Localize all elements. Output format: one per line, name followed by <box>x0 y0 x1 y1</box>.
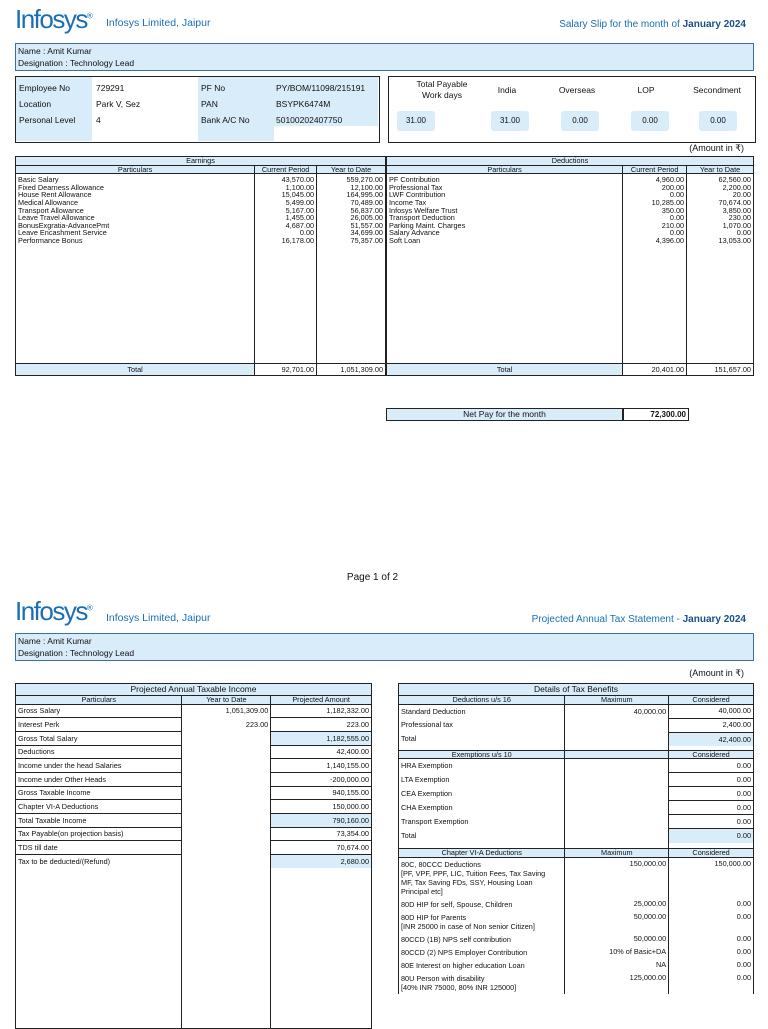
income-ytd: 223.00 <box>182 718 271 732</box>
workdays-overseas-value: 0.00 <box>561 111 599 131</box>
value-pf-no: PY/BOM/11098/215191 <box>276 83 366 93</box>
sec10-row <box>399 801 754 815</box>
income-ytd <box>182 855 271 869</box>
earning-ytd: 164,995.00 <box>317 191 386 199</box>
earning-filler-cell <box>16 245 255 364</box>
earning-ytd: 559,270.00 <box>317 174 386 184</box>
via-row <box>399 857 754 898</box>
deduction-current: 0.00 <box>623 191 687 199</box>
earning-current: 1,100.00 <box>255 184 317 192</box>
income-name: Tax Payable(on projection basis) <box>16 827 182 841</box>
earning-ytd: 26,005.00 <box>317 214 386 222</box>
deduction-name: Soft Loan <box>387 237 623 245</box>
workdays-header-overseas: Overseas <box>558 85 596 95</box>
via-max: 50,000.00 <box>565 933 669 946</box>
earning-name: BonusExgratia-AdvancePmt <box>16 222 255 230</box>
income-row <box>16 745 372 759</box>
income-row <box>16 718 372 732</box>
deductions-col-ytd: Year to Date <box>687 165 754 174</box>
earning-name: House Rent Allowance <box>16 191 255 199</box>
deductions-total-label: Total <box>387 364 623 376</box>
income-projected: 42,400.00 <box>271 745 372 759</box>
via-max: 150,000.00 <box>565 857 669 898</box>
sec16-considered: 42,400.00 <box>669 732 754 746</box>
earning-current: 15,045.00 <box>255 191 317 199</box>
sec16-name: Total <box>399 732 565 746</box>
sec16-row <box>399 718 754 732</box>
sec10-empty <box>565 815 669 829</box>
earning-ytd: 12,100.00 <box>317 184 386 192</box>
page-number: Page 1 of 2 <box>346 572 399 583</box>
income-ytd <box>182 731 271 745</box>
sec10-row <box>399 759 754 773</box>
employee-designation: Designation : Technology Lead <box>18 58 135 68</box>
sec10-considered: 0.00 <box>669 815 754 829</box>
via-name-line: MF, Tax Saving FDs, SSY, Housing Loan <box>401 877 533 887</box>
income-projected: 1,182,555.00 <box>271 731 372 745</box>
income-ytd <box>182 745 271 759</box>
deductions-title: Deductions <box>387 157 754 166</box>
deduction-ytd: 2,200.00 <box>687 184 754 192</box>
earning-ytd: 56,837.00 <box>317 207 386 215</box>
workdays-total-value: 31.00 <box>397 111 435 131</box>
sec10-col-max <box>565 750 669 759</box>
earning-current: 16,178.00 <box>255 237 317 245</box>
deduction-ytd: 1,070.00 <box>687 222 754 230</box>
income-row <box>16 841 372 855</box>
income-row <box>16 731 372 745</box>
via-name-line: 80E Interest on higher education Loan <box>401 960 525 970</box>
value-employee-no: 729291 <box>96 83 125 93</box>
sec16-considered: 40,000.00 <box>669 704 754 718</box>
workdays-header-secondment: Secondment <box>693 85 741 95</box>
via-max: 10% of Basic+DA <box>565 946 669 959</box>
sec10-col-name: Exemptions u/s 10 <box>399 750 565 759</box>
company-name: Infosys Limited, Jaipur <box>106 17 211 29</box>
income-col-ytd: Year to Date <box>182 696 271 705</box>
employee-name-box <box>15 43 754 71</box>
sec16-max: 40,000.00 <box>565 704 669 718</box>
label-location: Location <box>19 99 52 109</box>
earnings-col-ytd: Year to Date <box>317 165 386 174</box>
employee-name: Name : Amit Kumar <box>18 46 92 56</box>
income-ytd <box>182 786 271 800</box>
income-row <box>16 800 372 814</box>
earnings-title: Earnings <box>16 157 386 166</box>
tax-benefits-table <box>398 683 754 994</box>
income-projected: 1,140,155.00 <box>271 759 372 773</box>
earning-filler-cell <box>317 245 386 364</box>
income-name: Gross Taxable Income <box>16 786 182 800</box>
earning-name: Transport Allowance <box>16 207 255 215</box>
label-pan: PAN <box>201 99 218 109</box>
deduction-name: Transport Deduction <box>387 214 623 222</box>
via-name-line: 80D HIP for Parents <box>401 912 467 922</box>
sec16-col-max: Maximum <box>565 696 669 705</box>
via-name <box>399 972 565 994</box>
sec10-row <box>399 829 754 843</box>
deduction-filler-cell <box>623 245 687 364</box>
workdays-header-lop: LOP <box>637 85 655 95</box>
via-row <box>399 972 754 994</box>
via-col-name: Chapter VI-A Deductions <box>399 849 565 858</box>
sec10-name: HRA Exemption <box>399 759 565 773</box>
deduction-current: 350.00 <box>623 207 687 215</box>
sec16-row <box>399 732 754 746</box>
deduction-current: 4,396.00 <box>623 237 687 245</box>
deductions-total-current: 20,401.00 <box>623 364 687 376</box>
via-max: 50,000.00 <box>565 911 669 933</box>
employee-info-box <box>15 76 380 143</box>
income-projected: 790,160.00 <box>271 814 372 828</box>
income-col-projected: Projected Amount <box>271 696 372 705</box>
via-considered: 150,000.00 <box>669 857 754 898</box>
income-projected: 940,155.00 <box>271 786 372 800</box>
earnings-total-label: Total <box>16 364 255 376</box>
income-row <box>16 814 372 828</box>
earning-row <box>16 237 386 245</box>
earning-ytd: 34,699.00 <box>317 229 386 237</box>
income-projected: -200,000.00 <box>271 773 372 787</box>
via-row <box>399 898 754 911</box>
earning-name: Fixed Dearness Allowance <box>16 184 255 192</box>
deduction-current: 210.00 <box>623 222 687 230</box>
employee-name-page2: Name : Amit Kumar <box>18 636 92 646</box>
earning-current: 4,687.00 <box>255 222 317 230</box>
via-name <box>399 857 565 898</box>
income-ytd <box>182 800 271 814</box>
deduction-name: PF Contribution <box>387 174 623 184</box>
income-name: Income under Other Heads <box>16 773 182 787</box>
deduction-row <box>387 222 754 230</box>
earning-ytd: 75,357.00 <box>317 237 386 245</box>
earning-current: 5,167.00 <box>255 207 317 215</box>
sec10-considered: 0.00 <box>669 787 754 801</box>
via-name-line: 80CCD (1B) NPS self contribution <box>401 934 511 944</box>
sec10-name: Transport Exemption <box>399 815 565 829</box>
tax-statement-title: Projected Annual Tax Statement - January 2024 <box>531 614 746 625</box>
sec10-name: Total <box>399 829 565 843</box>
deduction-name: Parking Maint. Charges <box>387 222 623 230</box>
via-considered: 0.00 <box>669 946 754 959</box>
deduction-name: Infosys Welfare Trust <box>387 207 623 215</box>
income-projected: 150,000.00 <box>271 800 372 814</box>
deduction-current: 200.00 <box>623 184 687 192</box>
earnings-table <box>15 156 386 376</box>
label-bank-ac: Bank A/C No <box>201 115 250 125</box>
income-name: Income under the head Salaries <box>16 759 182 773</box>
income-name: Total Taxable Income <box>16 814 182 828</box>
sec10-considered: 0.00 <box>669 829 754 843</box>
via-considered: 0.00 <box>669 933 754 946</box>
via-name-line: 80C, 80CCC Deductions <box>401 859 481 869</box>
income-name: Tax to be deducted/(Refund) <box>16 855 182 869</box>
via-name-line: Principal etc] <box>401 886 443 896</box>
sec10-empty <box>565 773 669 787</box>
earning-current: 1,455.00 <box>255 214 317 222</box>
sec10-empty <box>565 787 669 801</box>
sec10-empty <box>565 801 669 815</box>
earning-name: Medical Allowance <box>16 199 255 207</box>
tax-benefits-title: Details of Tax Benefits <box>399 684 754 696</box>
sec10-empty <box>565 829 669 843</box>
deduction-row <box>387 229 754 237</box>
sec10-name: LTA Exemption <box>399 773 565 787</box>
via-name <box>399 898 565 911</box>
deduction-current: 10,285.00 <box>623 199 687 207</box>
sec10-empty <box>565 759 669 773</box>
value-personal-level: 4 <box>96 115 101 125</box>
deduction-filler-row <box>387 245 754 364</box>
via-considered: 0.00 <box>669 911 754 933</box>
sec16-col-considered: Considered <box>669 696 754 705</box>
income-ytd <box>182 827 271 841</box>
workdays-header-india: India <box>497 85 517 95</box>
deduction-name: Salary Advance <box>387 229 623 237</box>
deduction-name: Income Tax <box>387 199 623 207</box>
label-personal-level: Personal Level <box>19 115 76 125</box>
income-row <box>16 786 372 800</box>
via-name-line: [40% INR 75000, 80% INR 125000] <box>401 982 517 992</box>
via-col-max: Maximum <box>565 849 669 858</box>
value-bank-ac: 50100202407750 <box>276 115 343 125</box>
workdays-label-2: Work days <box>422 90 462 100</box>
deductions-col-current: Current Period <box>623 165 687 174</box>
net-pay-label: Net Pay for the month <box>386 408 623 421</box>
deduction-filler-cell <box>687 245 754 364</box>
income-name: Deductions <box>16 745 182 759</box>
via-name-line: [INR 25000 in case of Non senior Citizen] <box>401 921 535 931</box>
workdays-label-1: Total Payable <box>416 79 468 89</box>
amount-note-1: (Amount in ₹) <box>689 143 744 153</box>
income-name: Interest Perk <box>16 718 182 732</box>
income-row <box>16 855 372 869</box>
via-row <box>399 911 754 933</box>
value-location: Park V, Sez <box>96 99 141 109</box>
workdays-india-value: 31.00 <box>491 111 529 131</box>
earning-filler-row <box>16 245 386 364</box>
deduction-name: Professional Tax <box>387 184 623 192</box>
via-name-line: 80CCD (2) NPS Employer Contribution <box>401 947 528 957</box>
via-col-considered: Considered <box>669 849 754 858</box>
sec16-name: Professional tax <box>399 718 565 732</box>
income-name: TDS till date <box>16 841 182 855</box>
label-employee-no: Employee No <box>19 83 71 93</box>
sec10-col-considered: Considered <box>669 750 754 759</box>
earnings-total-ytd: 1,051,309.00 <box>317 364 386 376</box>
income-ytd <box>182 759 271 773</box>
earning-current: 0.00 <box>255 229 317 237</box>
label-pf-no: PF No <box>201 83 226 93</box>
income-name: Gross Salary <box>16 704 182 718</box>
deduction-current: 0.00 <box>623 214 687 222</box>
via-row <box>399 946 754 959</box>
via-name-line: [PF, VPF, PPF, LIC, Tuition Fees, Tax Saving <box>401 868 546 878</box>
projected-income-title: Projected Annual Taxable Income <box>16 684 372 696</box>
income-projected: 2,680.00 <box>271 855 372 869</box>
deduction-ytd: 20.00 <box>687 191 754 199</box>
deduction-ytd: 230.00 <box>687 214 754 222</box>
infosys-logo: Infosys® <box>15 4 93 34</box>
net-pay-value: 72,300.00 <box>623 408 689 421</box>
sec10-row <box>399 815 754 829</box>
workdays-box <box>388 76 756 143</box>
sec10-row <box>399 773 754 787</box>
sec16-max <box>565 732 669 746</box>
sec10-name: CHA Exemption <box>399 801 565 815</box>
earning-ytd: 51,557.00 <box>317 222 386 230</box>
income-row <box>16 773 372 787</box>
company-name-page2: Infosys Limited, Jaipur <box>106 612 211 624</box>
income-ytd <box>182 814 271 828</box>
deduction-ytd: 13,053.00 <box>687 237 754 245</box>
via-name <box>399 959 565 972</box>
deduction-row <box>387 237 754 245</box>
earnings-col-current: Current Period <box>255 165 317 174</box>
deductions-total-ytd: 151,657.00 <box>687 364 754 376</box>
value-pan: BSYPK6474M <box>276 99 331 109</box>
deductions-col-particulars: Particulars <box>387 165 623 174</box>
via-name-line: 80D HIP for self, Spouse, Children <box>401 899 513 909</box>
sec10-row <box>399 787 754 801</box>
employee-name-box-page2 <box>15 633 754 661</box>
income-ytd: 1,051,309.00 <box>182 704 271 718</box>
via-max: NA <box>565 959 669 972</box>
income-row <box>16 759 372 773</box>
income-col-particulars: Particulars <box>16 696 182 705</box>
infosys-logo-page2: Infosys® <box>15 596 93 626</box>
income-projected: 70,674.00 <box>271 841 372 855</box>
income-ytd <box>182 773 271 787</box>
earning-ytd: 70,489.00 <box>317 199 386 207</box>
earnings-total-current: 92,701.00 <box>255 364 317 376</box>
workdays-lop-value: 0.00 <box>631 111 669 131</box>
deduction-ytd: 3,850.00 <box>687 207 754 215</box>
earning-name: Basic Salary <box>16 174 255 184</box>
via-row <box>399 959 754 972</box>
deduction-row <box>387 191 754 199</box>
deduction-ytd: 0.00 <box>687 229 754 237</box>
earning-name: Performance Bonus <box>16 237 255 245</box>
income-ytd <box>182 841 271 855</box>
deduction-filler-cell <box>387 245 623 364</box>
earning-filler-cell <box>255 245 317 364</box>
earning-name: Leave Travel Allowance <box>16 214 255 222</box>
income-projected: 1,182,332.00 <box>271 704 372 718</box>
via-considered: 0.00 <box>669 898 754 911</box>
sec16-max <box>565 718 669 732</box>
sec16-considered: 2,400.00 <box>669 718 754 732</box>
via-name <box>399 946 565 959</box>
income-projected: 73,354.00 <box>271 827 372 841</box>
earnings-col-particulars: Particulars <box>16 165 255 174</box>
deduction-name: LWF Contribution <box>387 191 623 199</box>
via-row <box>399 933 754 946</box>
sec10-considered: 0.00 <box>669 759 754 773</box>
deductions-table <box>386 156 754 376</box>
amount-note-2: (Amount in ₹) <box>689 668 744 678</box>
via-considered: 0.00 <box>669 959 754 972</box>
via-considered: 0.00 <box>669 972 754 994</box>
sec10-considered: 0.00 <box>669 773 754 787</box>
via-max: 125,000.00 <box>565 972 669 994</box>
projected-income-table <box>15 683 372 1029</box>
workdays-secondment-value: 0.00 <box>699 111 737 131</box>
via-name <box>399 911 565 933</box>
employee-designation-page2: Designation : Technology Lead <box>18 648 135 658</box>
deduction-ytd: 70,674.00 <box>687 199 754 207</box>
income-row <box>16 704 372 718</box>
sec10-considered: 0.00 <box>669 801 754 815</box>
earning-name: Leave Encashment Service <box>16 229 255 237</box>
via-name-line: 80U Person with disability <box>401 973 485 983</box>
income-row <box>16 827 372 841</box>
earning-current: 43,570.00 <box>255 174 317 184</box>
earning-current: 5,499.00 <box>255 199 317 207</box>
income-name: Chapter VI-A Deductions <box>16 800 182 814</box>
income-projected: 223.00 <box>271 718 372 732</box>
sec10-name: CEA Exemption <box>399 787 565 801</box>
deduction-current: 4,960.00 <box>623 174 687 184</box>
sec16-col-name: Deductions u/s 16 <box>399 696 565 705</box>
sec16-row <box>399 704 754 718</box>
salary-slip-title: Salary Slip for the month of January 2024 <box>559 19 746 30</box>
income-name: Gross Total Salary <box>16 731 182 745</box>
deduction-current: 0.00 <box>623 229 687 237</box>
sec16-name: Standard Deduction <box>399 704 565 718</box>
deduction-ytd: 62,560.00 <box>687 174 754 184</box>
via-max: 25,000.00 <box>565 898 669 911</box>
via-name <box>399 933 565 946</box>
